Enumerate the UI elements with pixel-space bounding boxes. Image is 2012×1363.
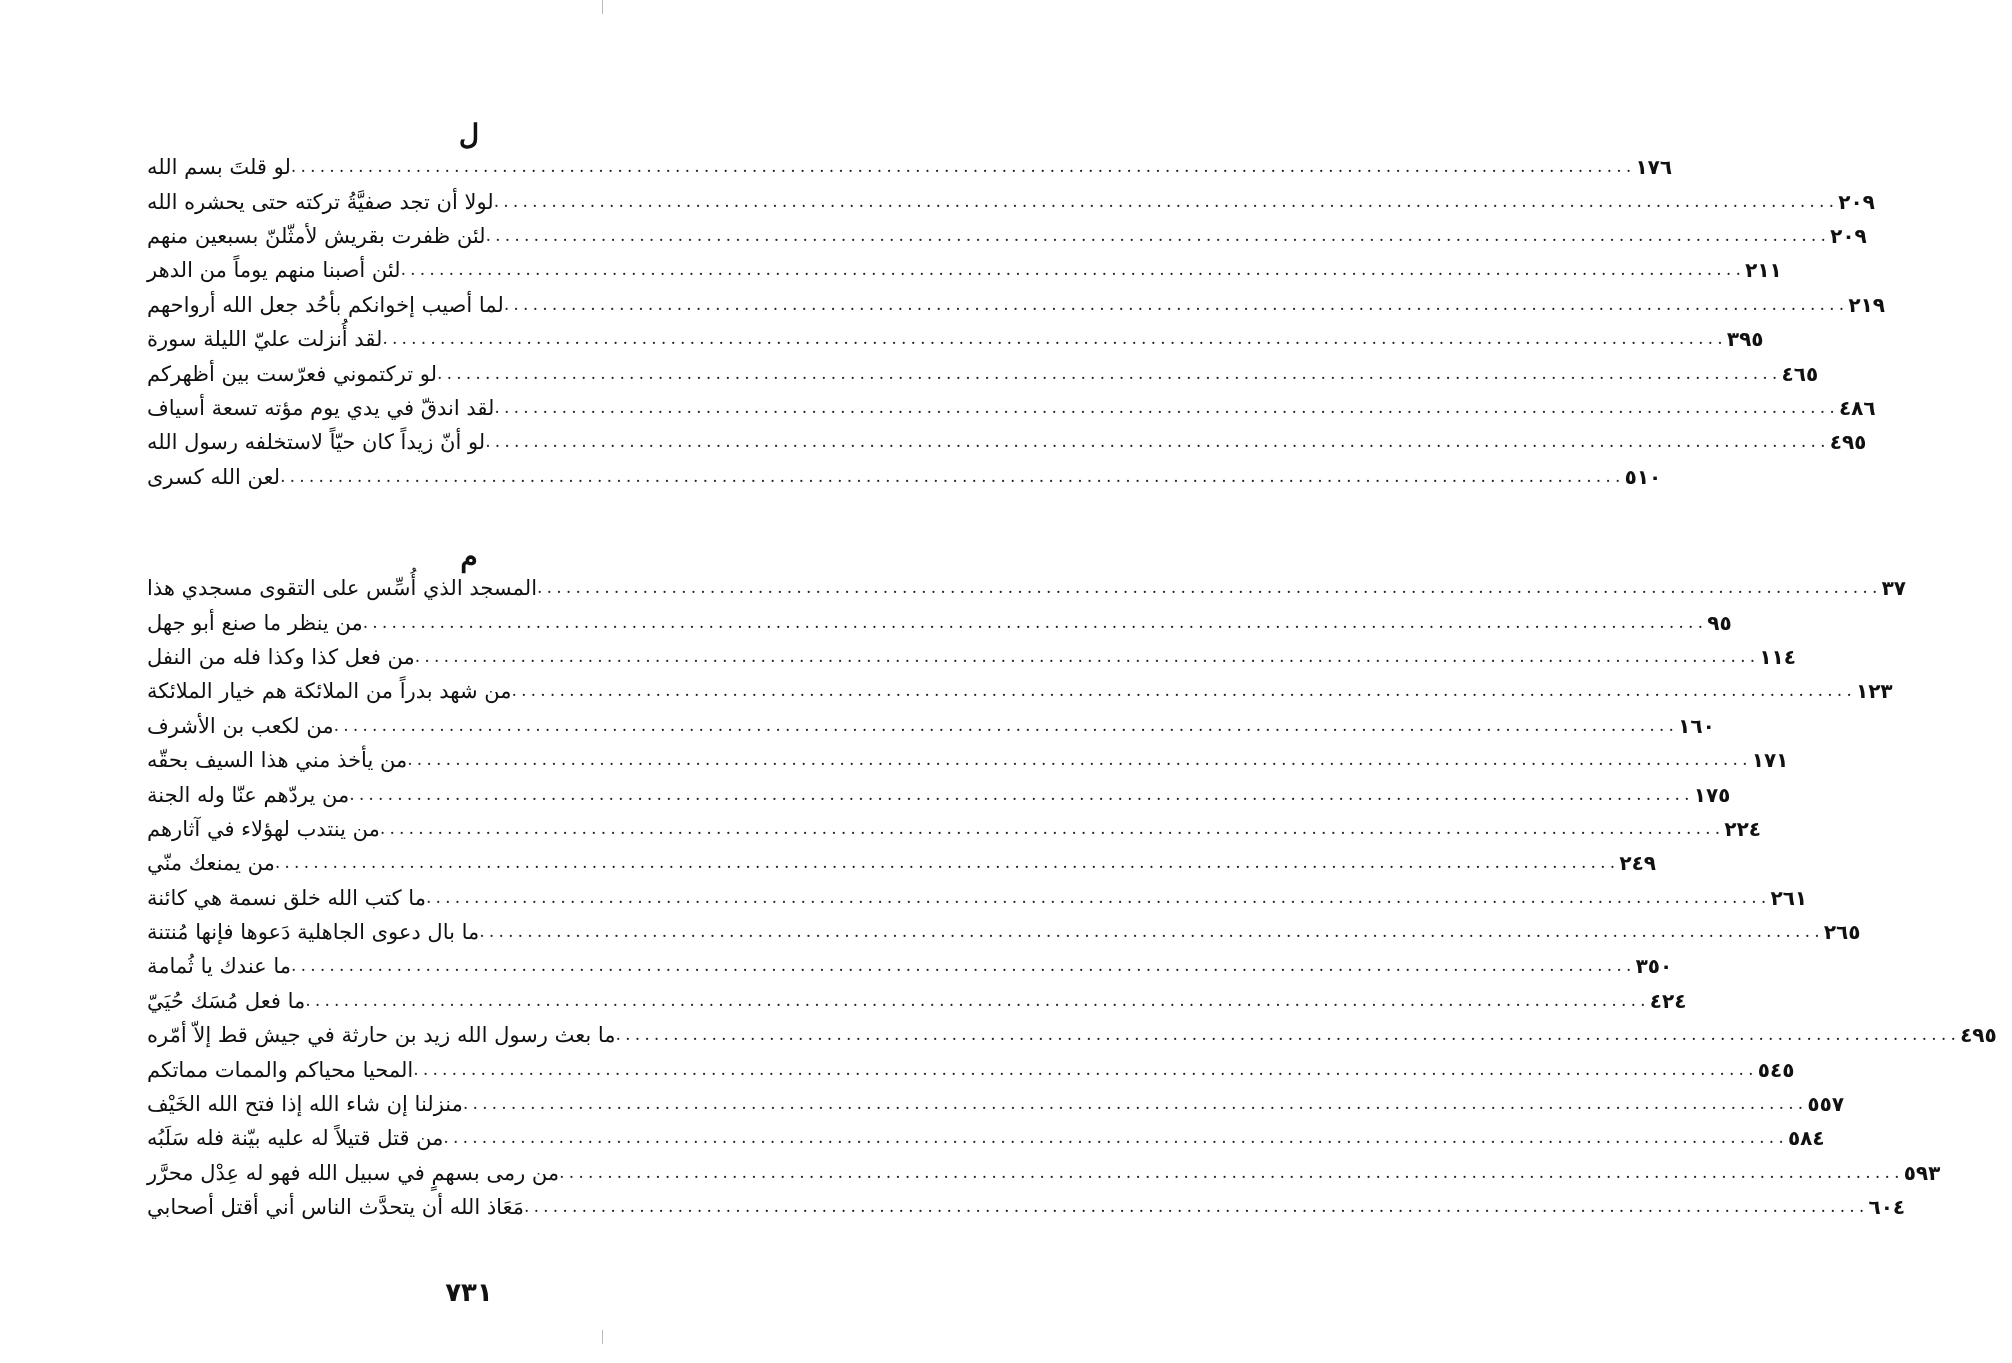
entry-page-number: ٦٠٤ <box>1868 1195 1906 1220</box>
index-entry <box>135 1087 1845 1121</box>
entry-text: لعن الله كسرى <box>147 464 281 489</box>
entry-text: من شهد بدراً من الملائكة هم خيار الملائكة <box>147 679 512 704</box>
entry-page-number: ٥١٠ <box>1624 464 1662 489</box>
entry-text: المحيا محياكم والممات مماتكم <box>147 1057 414 1082</box>
entry-text: من فعل كذا وكذا فله من النفل <box>147 644 415 669</box>
index-list-mim <box>135 571 1997 1224</box>
dot-leader: ............................................................................................................................................ <box>493 191 1839 212</box>
dot-leader: ............................................................................................................................................ <box>290 157 1636 178</box>
dot-leader: ............................................................................................................................................ <box>400 260 1746 281</box>
entry-text: لو أنّ زيداً كان حيّاً لاستخلفه رسول الله <box>147 430 486 455</box>
entry-page-number: ٢٠٩ <box>1830 223 1867 248</box>
dot-leader: ............................................................................................................................................ <box>382 329 1727 350</box>
entry-text: ما فعل مُسَك حُيَيّ <box>147 988 306 1013</box>
index-entry <box>135 743 1789 777</box>
dot-leader: ............................................................................................................................................ <box>485 225 1831 246</box>
dot-leader: ............................................................................................................................................ <box>407 750 1752 771</box>
entry-text: من يأخذ مني هذا السيف بحقّه <box>147 748 408 773</box>
entry-page-number: ١١٤ <box>1759 644 1796 669</box>
entry-text: لما أصيب إخوانكم بأحُد جعل الله أرواحهم <box>147 292 504 317</box>
index-entry <box>135 150 1673 184</box>
dot-leader: ............................................................................................................................................ <box>494 397 1839 418</box>
dot-leader: ............................................................................................................................................ <box>280 466 1625 487</box>
index-entry <box>135 1052 1795 1086</box>
index-entry <box>135 219 1867 253</box>
fold-mark-bottom <box>602 1330 603 1344</box>
index-entry <box>135 288 1885 322</box>
dot-leader: ............................................................................................................................................ <box>559 1162 1904 1183</box>
index-entry <box>135 1121 1825 1155</box>
entry-text: ما عندك يا ثُمامة <box>147 954 292 979</box>
index-entry <box>135 425 1867 459</box>
entry-page-number: ١٦٠ <box>1678 713 1715 738</box>
entry-text: لئن ظفرت بقريش لأمثّلنّ بسبعين منهم <box>147 223 486 248</box>
dot-leader: ............................................................................................................................................ <box>615 1025 1961 1046</box>
entry-page-number: ٥٩٣ <box>1903 1160 1941 1185</box>
index-entry <box>135 984 1687 1018</box>
index-entry <box>135 253 1782 287</box>
entry-page-number: ٣٥٠ <box>1635 954 1673 979</box>
entry-text: من ينظر ما صنع أبو جهل <box>147 610 363 635</box>
entry-text: ما بال دعوى الجاهلية دَعوها فإنها مُنتنة <box>147 920 480 945</box>
index-list-lam <box>135 150 1885 494</box>
entry-text: مَعَاذ الله أن يتحدَّث الناس أني أقتل أصحابي <box>147 1195 524 1220</box>
index-entry <box>135 812 1762 846</box>
entry-page-number: ٤٩٥ <box>1829 430 1867 455</box>
index-entry <box>135 460 1662 494</box>
index-entry <box>135 356 1819 390</box>
entry-page-number: ٤٨٦ <box>1838 395 1876 420</box>
dot-leader: ............................................................................................................................................ <box>291 956 1636 977</box>
entry-page-number: ١٧٥ <box>1693 782 1731 807</box>
section-heading-mim: م <box>460 540 478 573</box>
index-entry <box>135 571 1906 605</box>
dot-leader: ............................................................................................................................................ <box>362 612 1708 633</box>
entry-text: لولا أن تجد صفيَّةُ تركته حتى يحشره الله <box>147 189 494 214</box>
entry-text: لقد أُنزلت عليّ الليلة سورة <box>147 327 383 352</box>
entry-page-number: ٥٥٧ <box>1807 1092 1845 1117</box>
entry-page-number: ٢٦١ <box>1770 885 1808 910</box>
dot-leader: ............................................................................................................................................ <box>413 1059 1758 1080</box>
dot-leader: ............................................................................................................................................ <box>462 1094 1808 1115</box>
entry-text: ما بعث رسول الله زيد بن حارثة في جيش قط إلاّ أمّره <box>147 1023 616 1048</box>
dot-leader: ............................................................................................................................................ <box>425 887 1771 908</box>
page-number: ٧٣١ <box>445 1278 493 1308</box>
entry-text: لئن أصبنا منهم يوماً من الدهر <box>147 258 401 283</box>
entry-page-number: ٢٢٤ <box>1724 816 1762 841</box>
fold-mark-top <box>602 0 603 14</box>
entry-text: لو تركتموني فعرّست بين أظهركم <box>147 361 437 386</box>
entry-page-number: ١٢٣ <box>1856 679 1893 704</box>
dot-leader: ............................................................................................................................................ <box>274 853 1620 874</box>
entry-page-number: ٢١٩ <box>1848 292 1885 317</box>
dot-leader: ............................................................................................................................................ <box>436 363 1782 384</box>
index-entry <box>135 605 1732 639</box>
entry-text: ما كتب الله خلق نسمة هي كائنة <box>147 885 426 910</box>
dot-leader: ............................................................................................................................................ <box>333 715 1679 736</box>
entry-page-number: ٤٢٤ <box>1649 988 1687 1013</box>
index-entry <box>135 674 1893 708</box>
entry-text: منزلنا إن شاء الله إذا فتح الله الخَيْف <box>147 1092 463 1117</box>
dot-leader: ............................................................................................................................................ <box>443 1128 1788 1149</box>
entry-text: المسجد الذي أُسِّس على التقوى مسجدي هذا <box>147 576 538 601</box>
entry-page-number: ٢٤٩ <box>1619 851 1656 876</box>
entry-page-number: ٢٠٩ <box>1838 189 1875 214</box>
section-heading-lam: ل <box>458 118 480 151</box>
index-entry <box>135 1156 1941 1190</box>
index-entry <box>135 640 1796 674</box>
index-entry <box>135 915 1861 949</box>
dot-leader: ............................................................................................................................................ <box>511 681 1857 702</box>
index-entry <box>135 777 1731 811</box>
dot-leader: ............................................................................................................................................ <box>479 922 1824 943</box>
entry-page-number: ٤٩٥ <box>1960 1023 1997 1048</box>
entry-page-number: ٥٤٥ <box>1757 1057 1795 1082</box>
entry-page-number: ١٧١ <box>1751 748 1789 773</box>
entry-page-number: ٢١١ <box>1745 258 1782 283</box>
entry-text: من ينتدب لهؤلاء في آثارهم <box>147 816 380 841</box>
entry-page-number: ٣٩٥ <box>1726 327 1764 352</box>
index-entry <box>135 709 1715 743</box>
index-entry <box>135 391 1876 425</box>
entry-text: من يمنعك منّي <box>147 851 275 876</box>
entry-text: لو قلتَ بسم الله <box>147 155 291 180</box>
index-entry <box>135 1018 1997 1052</box>
index-entry <box>135 322 1764 356</box>
dot-leader: ............................................................................................................................................ <box>523 1197 1869 1218</box>
entry-text: من لكعب بن الأشرف <box>147 713 334 738</box>
index-entry <box>135 1190 1906 1224</box>
dot-leader: ............................................................................................................................................ <box>503 294 1849 315</box>
entry-page-number: ٣٧ <box>1881 576 1906 601</box>
dot-leader: ............................................................................................................................................ <box>485 432 1830 453</box>
entry-page-number: ٥٨٤ <box>1787 1126 1825 1151</box>
entry-page-number: ٢٦٥ <box>1823 920 1861 945</box>
dot-leader: ............................................................................................................................................ <box>305 990 1650 1011</box>
entry-text: من يردّهم عنّا وله الجنة <box>147 782 350 807</box>
dot-leader: ............................................................................................................................................ <box>414 646 1760 667</box>
entry-page-number: ٩٥ <box>1707 610 1732 635</box>
index-entry <box>135 949 1673 983</box>
dot-leader: ............................................................................................................................................ <box>349 784 1694 805</box>
entry-page-number: ١٧٦ <box>1635 155 1673 180</box>
entry-text: من قتل قتيلاً له عليه بيّنة فله سَلَبُه <box>147 1126 444 1151</box>
index-entry <box>135 881 1808 915</box>
dot-leader: ............................................................................................................................................ <box>537 578 1882 599</box>
entry-text: من رمى بسهمٍ في سبيل الله فهو له عِدْل محرَّر <box>147 1160 560 1185</box>
dot-leader: ............................................................................................................................................ <box>379 818 1725 839</box>
index-entry <box>135 846 1656 880</box>
index-entry <box>135 184 1875 218</box>
entry-page-number: ٤٦٥ <box>1781 361 1819 386</box>
entry-text: لقد اندقّ في يدي يوم مؤته تسعة أسياف <box>147 395 495 420</box>
